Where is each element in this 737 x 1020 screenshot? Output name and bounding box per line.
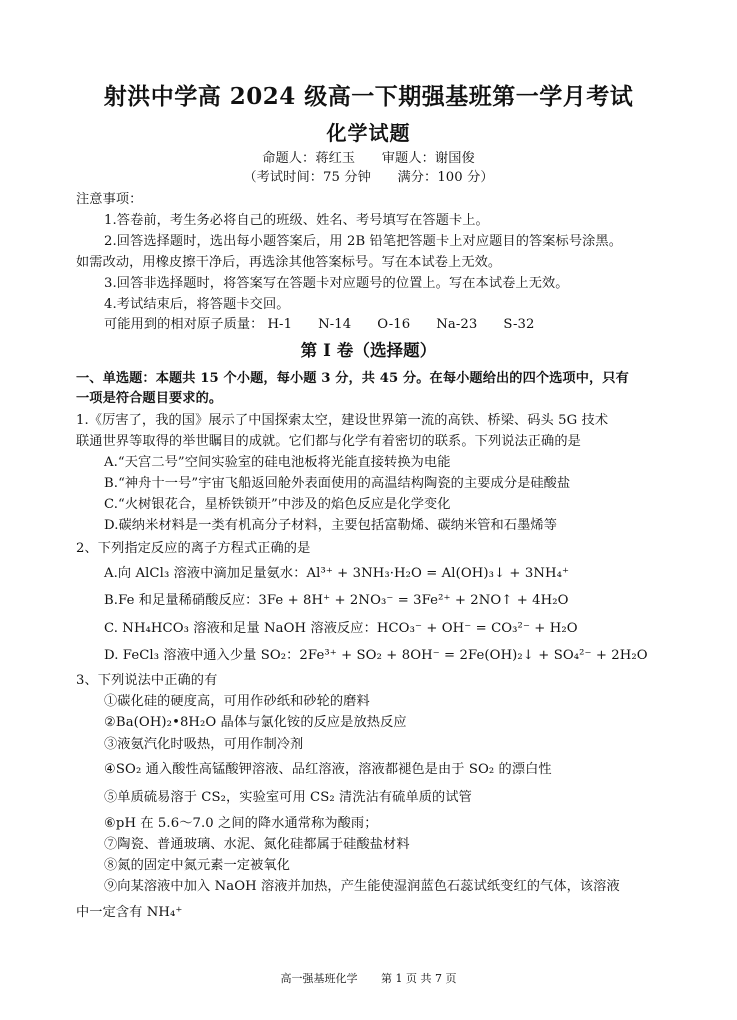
q1-option-a: A.“天宫二号”空间实验室的硅电池板将光能直接转换为电能 xyxy=(104,455,451,470)
notice-item: 3.回答非选择题时，将答案写在答题卡对应题号的位置上。写在本试卷上无效。 xyxy=(104,276,569,291)
q3-item: ②Ba(OH)₂•8H₂O 晶体与氯化铵的反应是放热反应 xyxy=(104,715,407,730)
q3-item: ④SO₂ 通入酸性高锰酸钾溶液、品红溶液，溶液都褪色是由于 SO₂ 的漂白性 xyxy=(104,762,552,777)
q2-option-d: D. FeCl₃ 溶液中通入少量 SO₂：2Fe³⁺ + SO₂ + 8OH⁻ = 2Fe(OH)₂↓ + SO₄²⁻ + 2H₂O xyxy=(104,648,648,663)
notice-item: 如需改动，用橡皮擦干净后，再选涂其他答案标号。写在本试卷上无效。 xyxy=(76,255,502,270)
q3-item: ⑤单质硫易溶于 CS₂，实验室可用 CS₂ 清洗沾有硫单质的试管 xyxy=(104,790,472,805)
q2-stem: 2、下列指定反应的离子方程式正确的是 xyxy=(76,541,311,556)
q3-item: ⑨向某溶液中加入 NaOH 溶液并加热，产生能使湿润蓝色石蕊试纸变红的气体，该溶液 xyxy=(104,879,620,894)
q3-item: ⑦陶瓷、普通玻璃、水泥、氮化硅都属于硅酸盐材料 xyxy=(104,837,410,852)
q1-stem: 联通世界等取得的举世瞩目的成就。它们都与化学有着密切的联系。下列说法正确的是 xyxy=(76,434,581,449)
footer-page-number: 第 1 页 共 7 页 xyxy=(381,972,457,985)
exam-title: 射洪中学高 2024 级高一下期强基班第一学月考试 xyxy=(103,83,634,110)
atomic-mass-label: 可能用到的相对原子质量： xyxy=(104,317,264,332)
section-instructions: 一、单选题：本题共 15 个小题，每小题 3 分，共 45 分。在每小题给出的四个选项中，只有 xyxy=(76,371,629,386)
notice-item: 2.回答选择题时，选出每小题答案后，用 2B 铅笔把答题卡上对应题目的答案标号涂黑。 xyxy=(104,234,622,249)
atomic-mass-na: Na-23 xyxy=(436,317,478,332)
q3-item: ⑧氮的固定中氮元素一定被氧化 xyxy=(104,858,291,873)
atomic-mass-n: N-14 xyxy=(318,317,352,332)
footer-course: 高一强基班化学 xyxy=(280,972,358,985)
q3-item-continuation: 中一定含有 NH₄⁺ xyxy=(76,905,183,920)
q2-option-c: C. NH₄HCO₃ 溶液和足量 NaOH 溶液反应：HCO₃⁻ + OH⁻ = CO₃²⁻ + H₂O xyxy=(104,621,578,636)
atomic-mass-line xyxy=(104,316,561,334)
part1-heading: 第 I 卷（选择题） xyxy=(300,341,437,360)
notice-item: 1.答卷前，考生务必将自己的班级、姓名、考号填写在答题卡上。 xyxy=(104,213,489,228)
q2-option-b: B.Fe 和足量稀硝酸反应：3Fe + 8H⁺ + 2NO₃⁻ = 3Fe²⁺ + 2NO↑ + 4H₂O xyxy=(104,593,569,608)
q3-item: ①碳化硅的硬度高，可用作砂纸和砂轮的磨料 xyxy=(104,694,370,709)
exam-subtitle: 化学试题 xyxy=(326,121,411,145)
q1-option-b: B.“神舟十一号”宇宙飞船返回舱外表面使用的高温结构陶瓷的主要成分是硅酸盐 xyxy=(104,476,571,491)
q2-option-a: A.向 AlCl₃ 溶液中滴加足量氨水：Al³⁺ + 3NH₃·H₂O = Al(OH)₃↓ + 3NH₄⁺ xyxy=(104,566,570,581)
exam-authors: 命题人：蒋红玉 审题人：谢国俊 xyxy=(262,151,475,166)
atomic-mass-s: S-32 xyxy=(503,317,535,332)
atomic-mass-o: O-16 xyxy=(377,317,411,332)
q3-item: ⑥pH 在 5.6～7.0 之间的降水通常称为酸雨； xyxy=(104,816,378,831)
atomic-mass-h: H-1 xyxy=(267,317,293,332)
q3-stem: 3、下列说法中正确的有 xyxy=(76,673,218,688)
exam-info: （考试时间：75 分钟 满分：100 分） xyxy=(243,170,494,185)
notice-item: 4.考试结束后，将答题卡交回。 xyxy=(104,297,290,312)
q3-item: ③液氨汽化时吸热，可用作制冷剂 xyxy=(104,737,304,752)
section-instructions: 一项是符合题目要求的。 xyxy=(76,391,223,406)
page-footer xyxy=(0,970,737,986)
q1-stem: 1.《厉害了，我的国》展示了中国探索太空，建设世界第一流的高铁、桥梁、码头 5G 技术 xyxy=(76,413,609,428)
notice-heading: 注意事项： xyxy=(76,192,143,207)
q1-option-c: C.“火树银花合，星桥铁锁开”中涉及的焰色反应是化学变化 xyxy=(104,497,451,512)
q1-option-d: D.碳纳米材料是一类有机高分子材料，主要包括富勒烯、碳纳米管和石墨烯等 xyxy=(104,518,557,533)
